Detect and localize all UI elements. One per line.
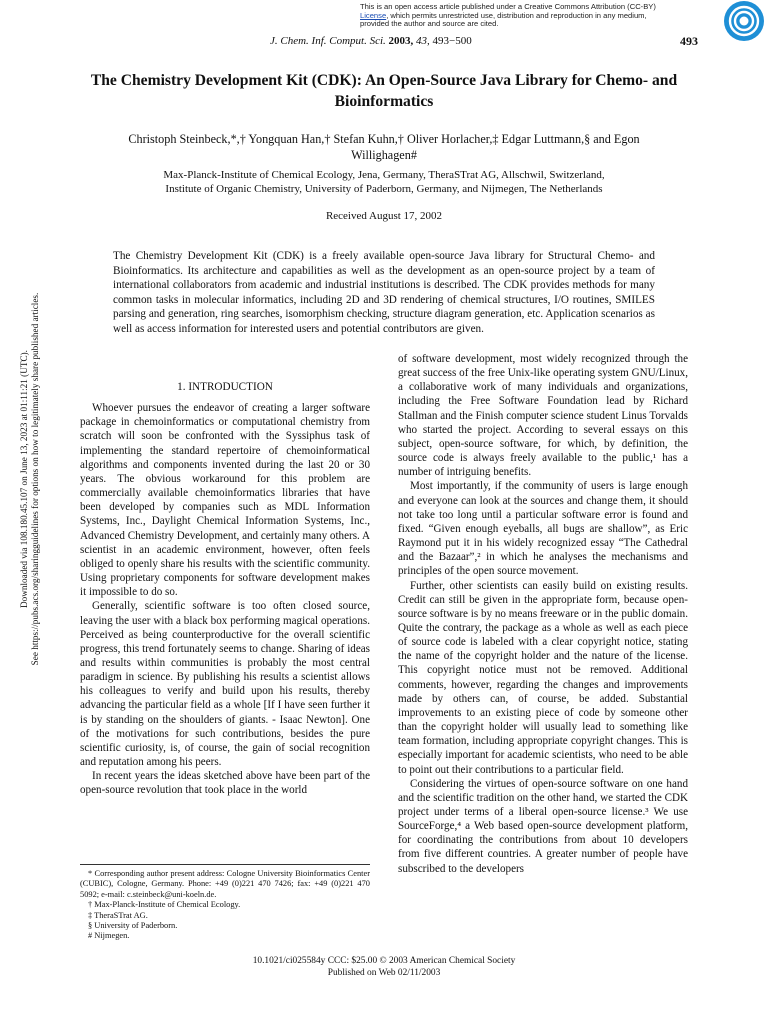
journal-pages: 493−500 [432, 35, 472, 47]
footnote-hash: # Nijmegen. [88, 931, 130, 941]
license-link[interactable]: License [360, 10, 387, 20]
footnote-corresponding-author: * Corresponding author present address: Cologne University Bioinformatics Center (CUBIC), Cologne, Germany. Phone: +49 (0)221 470 7426; fax: +49 (0)221 470 5092; e-mail: c.steinbeck@uni-koeln.de. [80, 869, 370, 899]
journal-year: 2003, [388, 35, 414, 47]
body-paragraph: In recent years the ideas sketched above have been part of the open-source revolution that took place in the world [80, 770, 370, 797]
body-paragraph: Whoever pursues the endeavor of creating a larger software package in chemoinformatics or computational chemistry from scratch will soon be confronted with the Syssiphus task of implementing the standard repertoire of chemoinformatical algorithms and components invented during the last 20 or 30 years. The obvious workaround for this problem are commercially available chemoinformatics libraries that have been developed by companies such as MDL Information Systems, Inc., Daylight Chemical Information Systems, Inc., Advanced Chemistry Development, and certainly many others. A scientist in an academic environment, however, often feels obliged to openly share his results with the scientific community. Using proprietary components for software development makes it impossible to do so. [80, 402, 370, 599]
article-title: The Chemistry Development Kit (CDK): An Open-Source Java Library for Chemo- and Bioinformatics [90, 72, 678, 110]
footnote-section: § University of Paderborn. [88, 921, 178, 931]
body-paragraph: of software development, most widely recognized through the great success of the free Unix-like operating system GNU/Linux, a collaborative work of many individuals and organizations, including the Free Software Foundation lead by Richard Stallman and the Finish computer science student Linus Torvalds who started the project. According to several essays on this subject, open-source software, for which, by definition, the source code is always freely available to the public,¹ has a number of intriguing benefits. [398, 353, 688, 479]
body-paragraph: Considering the virtues of open-source software on one hand and the scientific tradition on the other hand, we started the CDK project under terms of a liberal open-source license.³ We use SourceForge,⁴ a Web based open-source development platform, for coordinating the contributions from about 10 developers from five different countries. A greater number of people have subscribed to the developers [398, 777, 688, 875]
doi-copyright-line: 10.1021/ci025584y CCC: $25.00 © 2003 American Chemical Society [252, 956, 516, 966]
right-column [398, 352, 688, 876]
license-line-2: , which permits unrestricted use, distribution and reproduction in any medium, [386, 10, 647, 20]
body-paragraph: Generally, scientific software is too often closed source, leaving the user with a black box performing magical operations. Perceived as being counterproductive for the overall scientific progress, this trend fortunately seems to change. Sharing of ideas and results within communities is probably the most central paradigm in science. By publishing his results a scientist allows his colleagues to verify and build upon his results, thereby advancing the particular field as a whole [If I have seen further it is by standing on the shoulders of giants. - Isaac Newton]. One of the motivations for such contributions, besides the pure scientific curiosity, is, of course, the gain of social recognition and reputation among his peers. [80, 600, 370, 769]
journal-volume: 43, [416, 35, 430, 47]
side-note-line-1: Downloaded via 108.180.45.107 on June 13, 2023 at 01:11:21 (UTC). [19, 350, 29, 608]
body-paragraph: Most importantly, if the community of users is large enough and everyone can look at the sources and change them, it should not take too long until a particular software error is found and fixed. “Given enough eyeballs, all bugs are shallow”, as Eric Raymond put it in his widely recognized essay “The Cathedral and the Bazaar”,² in which he analyses the mechanisms and principles of the open source movement. [398, 480, 688, 578]
license-line-1: This is an open access article published under a Creative Commons Attribution (CC-BY) [360, 2, 656, 11]
footnote-ddagger: ‡ TheraSTrat AG. [88, 910, 148, 920]
author-list: Christoph Steinbeck,*,† Yongquan Han,† Stefan Kuhn,† Oliver Horlacher,‡ Edgar Luttmann,§ and Egon Willighagen# [128, 132, 640, 162]
left-column [80, 380, 370, 798]
affiliation-line-1: Max-Planck-Institute of Chemical Ecology, Jena, Germany, TheraSTrat AG, Allschwil, Switzerland, [163, 169, 605, 181]
abstract: The Chemistry Development Kit (CDK) is a freely available open-source Java library for Structural Chemo- and Bioinformatics. Its architecture and capabilities as well as the development as an open-source project by a team of international collaborators from academic and industrial institutions is described. The CDK provides methods for many common tasks in molecular informatics, including 2D and 3D rendering of chemical structures, I/O routines, SMILES parsing and generation, ring searches, isomorphism checking, structure diagram generation, etc. Application scenarios as well as access information for interested users and potential contributors are given. [113, 250, 655, 335]
page-number: 493 [680, 34, 698, 48]
footnotes [80, 864, 370, 942]
received-date: Received August 17, 2002 [325, 210, 443, 222]
side-note-line-2[interactable]: See https://pubs.acs.org/sharingguidelines for options on how to legitimately share published articles. [30, 292, 40, 666]
published-date: Published on Web 02/11/2003 [327, 968, 441, 978]
affiliation-line-2: Institute of Organic Chemistry, University of Paderborn, Germany, and Nijmegen, The Netherlands [165, 182, 603, 195]
section-heading-introduction: 1. INTRODUCTION [177, 381, 273, 393]
download-side-note [19, 139, 41, 819]
body-paragraph: Further, other scientists can easily build on existing results. Credit can still be given in the appropriate form, because open-source software is by no means freeware or in the public domain. Quite the contrary, the package as a whole as well as each piece of source code is labeled with a clear copyright notice, stating the name of the copyright holder and the nature of the license. This copyright notice must not be removed. Additional comments, however, regarding the changes and improvements made by others can, of course, be added. Substantial improvements to an existing piece of code by someone other than the copyright holder will usually lead to something like team formation, including appropriate copyright changes. This is especially important for academic scientists, who need to be able to point out their contributions to a particular field. [398, 579, 688, 776]
journal-name: J. Chem. Inf. Comput. Sci. [270, 35, 386, 47]
running-header [270, 35, 670, 47]
license-notice [360, 3, 690, 29]
license-line-3: provided the author and source are cited. [360, 19, 499, 29]
footnote-dagger: † Max-Planck-Institute of Chemical Ecology. [88, 900, 241, 910]
open-access-logo-icon[interactable] [724, 1, 764, 41]
affiliations [100, 169, 668, 196]
